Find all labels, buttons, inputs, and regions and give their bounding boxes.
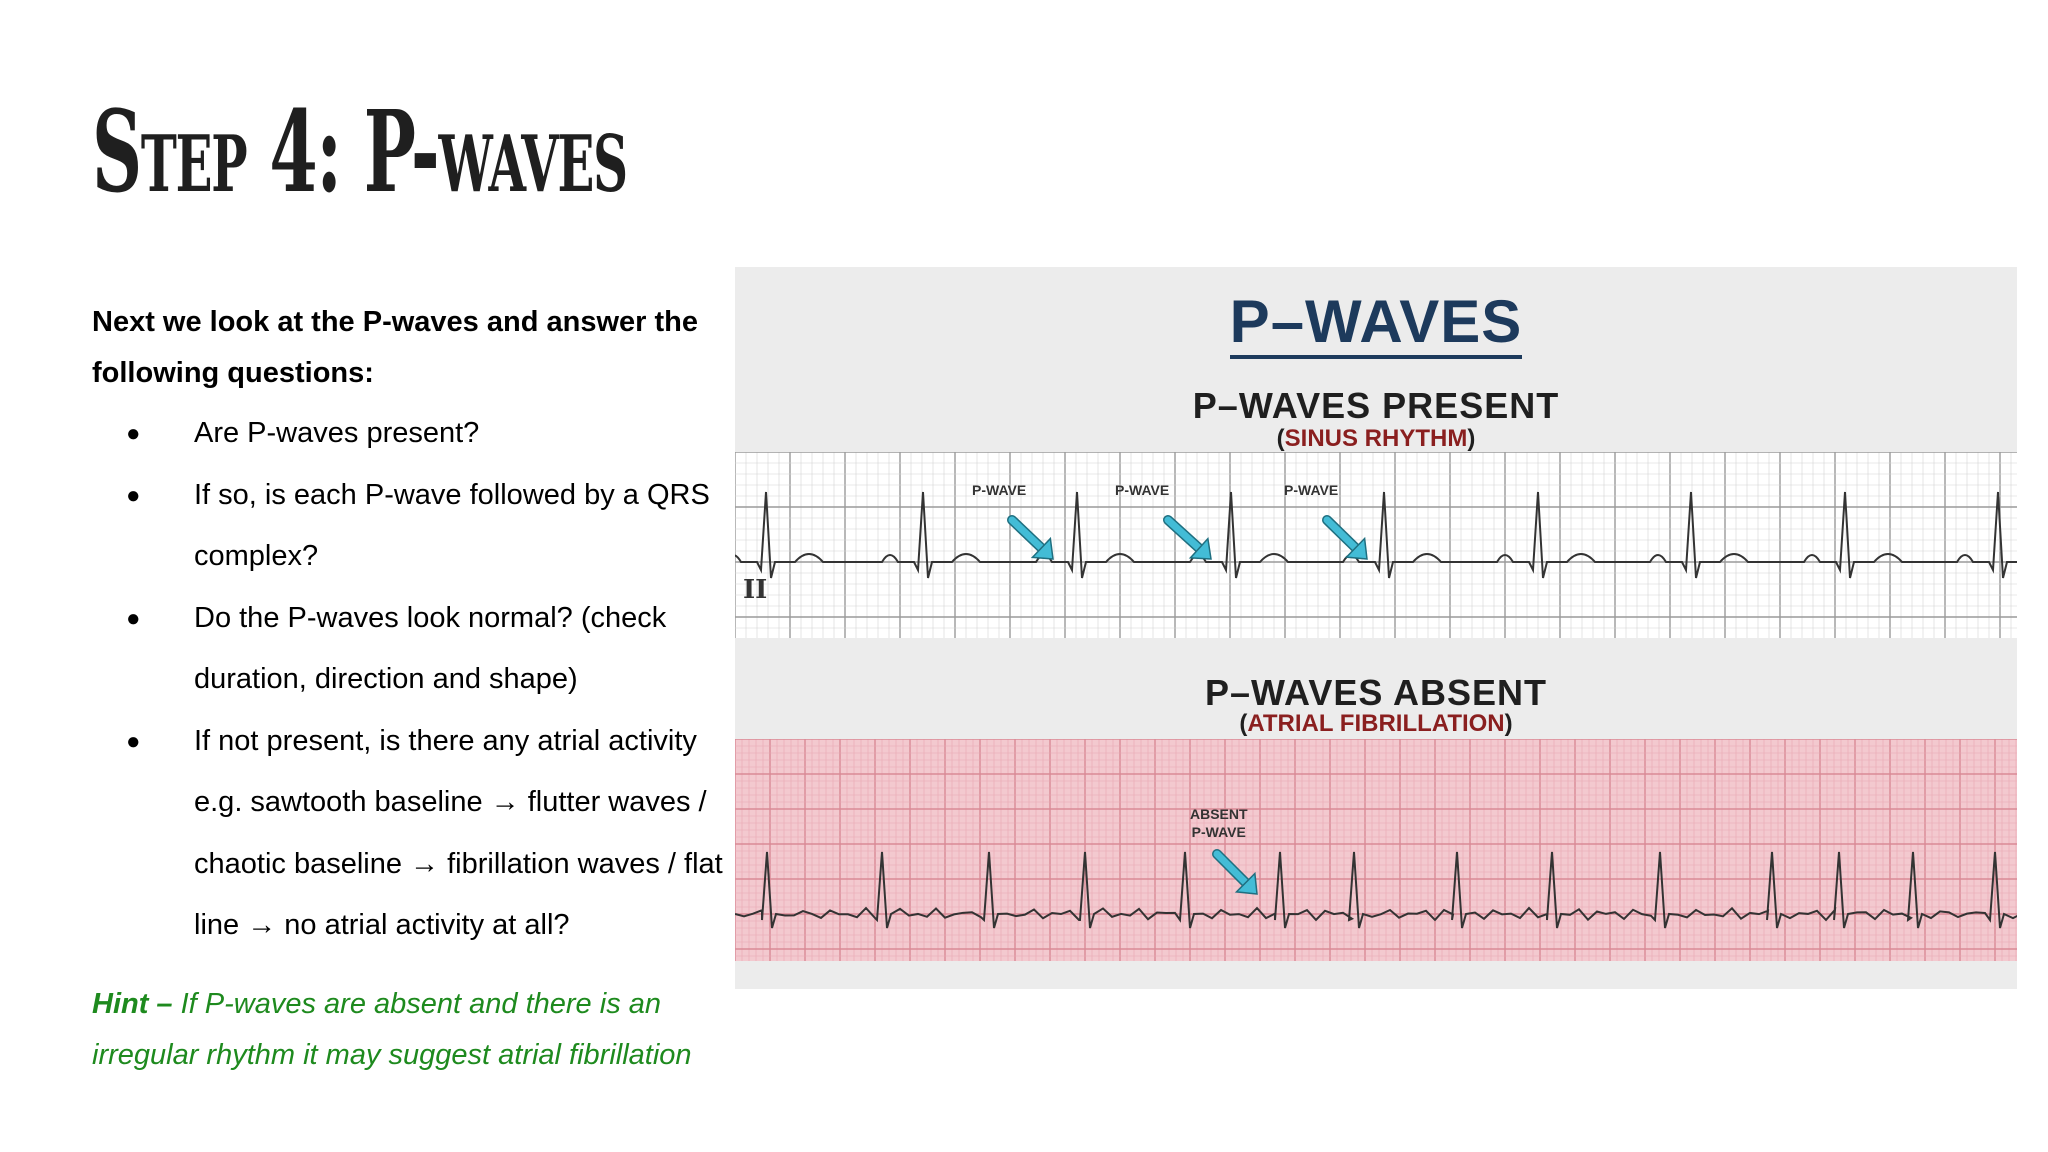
p-wave-label: P-WAVE <box>972 482 1027 498</box>
hint-body: If P-waves are absent and there is an irregular rhythm it may suggest atrial fibrillation <box>92 987 692 1071</box>
list-item <box>92 403 732 465</box>
present-subheading: (SINUS RHYTHM) <box>1276 425 1476 452</box>
list-item-text: Are P-waves present? <box>194 417 480 449</box>
list-item <box>92 465 732 588</box>
grid-background <box>735 452 2017 638</box>
ecg-figure <box>735 267 2017 989</box>
question-list <box>92 403 732 957</box>
absent-heading: P–WAVES ABSENT <box>1204 672 1548 713</box>
lead-label: II <box>743 575 768 605</box>
p-wave-label: P-WAVE <box>1115 482 1170 498</box>
sinus-rhythm-strip <box>735 452 2017 638</box>
bullet-icon: ● <box>126 604 141 632</box>
list-item <box>92 588 732 711</box>
hint-label: Hint – <box>92 987 173 1020</box>
atrial-fibrillation-strip <box>735 739 2017 961</box>
absent-p-wave-label: ABSENT P-WAVE <box>1190 806 1248 840</box>
bullet-icon: ● <box>126 727 141 755</box>
present-heading: P–WAVES PRESENT <box>1192 385 1560 426</box>
intro-text: Next we look at the P-waves and answer the following questions: <box>92 306 698 389</box>
list-item <box>92 711 732 957</box>
hint-text <box>92 979 732 1081</box>
list-item-text: If not present, is there any atrial activity e.g. sawtooth baseline → flutter waves / chaotic baseline → fibrillation waves / flat line → no atrial activity at all? <box>194 724 723 941</box>
absent-subheading: (ATRIAL FIBRILLATION) <box>1239 710 1513 737</box>
slide-title: Step 4: P-waves <box>92 87 627 218</box>
list-item-text: If so, is each P-wave followed by a QRS complex? <box>194 478 710 572</box>
bullet-icon: ● <box>126 420 141 447</box>
list-item-text: Do the P-waves look normal? (check duration, direction and shape) <box>194 601 667 695</box>
bullet-icon: ● <box>126 481 141 509</box>
figure-title: P–WAVES <box>735 287 2017 356</box>
slide-body <box>92 297 732 1081</box>
p-wave-label: P-WAVE <box>1284 482 1339 498</box>
